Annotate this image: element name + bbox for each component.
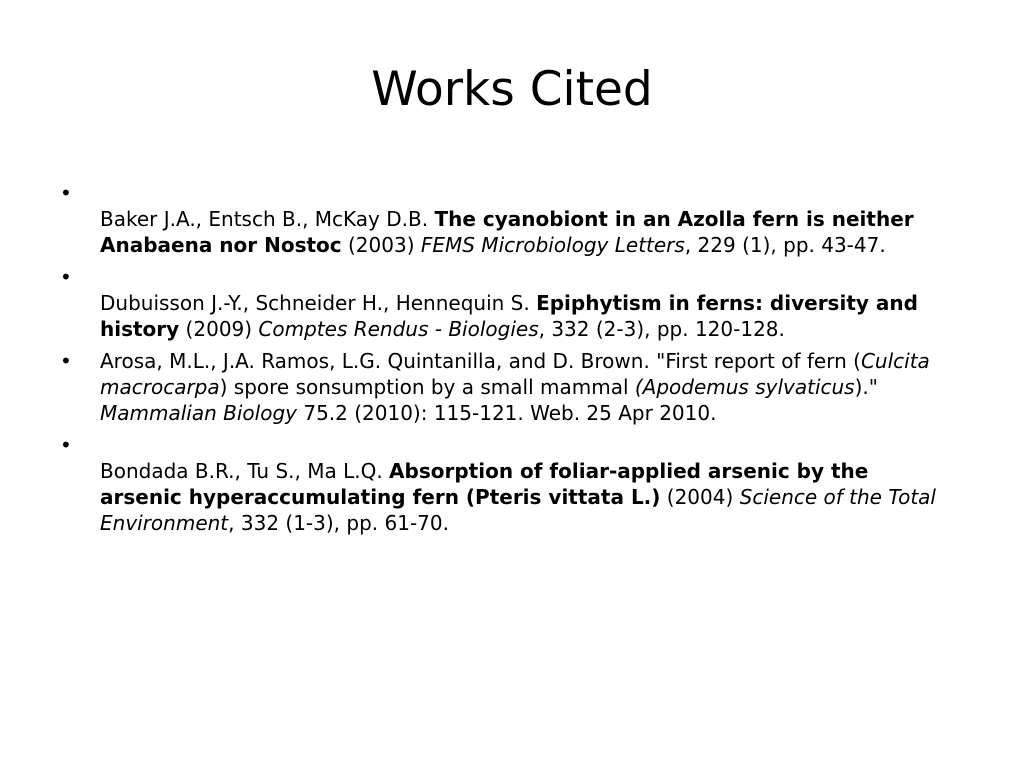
- reference-spacer: [100, 180, 953, 206]
- reference-details: , 332 (2-3), pp. 120-128.: [538, 317, 785, 341]
- reference-item: [58, 432, 953, 536]
- bullet-icon: •: [60, 349, 72, 373]
- reference-article-title: Epiphytism in ferns: diversity and history: [100, 291, 918, 341]
- reference-journal: Mammalian Biology: [100, 401, 297, 425]
- reference-spacer: [100, 264, 953, 290]
- reference-authors: Bondada B.R., Tu S., Ma L.Q.: [100, 459, 390, 483]
- reference-item: [58, 348, 953, 426]
- reference-journal: Science of the Total Environment: [100, 485, 936, 535]
- reference-text: ) spore sonsumption by a small mammal: [219, 375, 635, 399]
- reference-spacer: [100, 432, 953, 458]
- reference-details: , 229 (1), pp. 43-47.: [684, 233, 886, 257]
- reference-details: , 332 (1-3), pp. 61-70.: [228, 511, 449, 535]
- reference-details: 75.2 (2010): 115-121. Web. 25 Apr 2010.: [296, 401, 717, 425]
- reference-species: Culcita macrocarpa: [100, 349, 930, 399]
- reference-item: [58, 180, 953, 258]
- reference-journal: Comptes Rendus - Biologies: [258, 317, 539, 341]
- reference-journal: FEMS Microbiology Letters: [420, 233, 685, 257]
- works-cited-list: [58, 180, 953, 542]
- reference-article-title: The cyanobiont in an Azolla fern is neither Anabaena nor Nostoc: [100, 207, 914, 257]
- reference-article-title: Absorption of foliar-applied arsenic by the arsenic hyperaccumulating fern (Pteris vittata L.): [100, 459, 869, 509]
- reference-authors: Baker J.A., Entsch B., McKay D.B.: [100, 207, 435, 231]
- slide-title: Works Cited: [371, 62, 653, 117]
- reference-year: (2004): [660, 485, 740, 509]
- reference-item: [58, 264, 953, 342]
- bullet-icon: •: [60, 433, 72, 457]
- reference-year: (2009): [179, 317, 259, 341]
- reference-text: Arosa, M.L., J.A. Ramos, L.G. Quintanilla, and D. Brown. "First report of fern (: [100, 349, 861, 373]
- reference-species: (Apodemus sylvaticus: [634, 375, 855, 399]
- bullet-icon: •: [60, 181, 72, 205]
- reference-authors: Dubuisson J.-Y., Schneider H., Hennequin S.: [100, 291, 537, 315]
- reference-year: (2003): [341, 233, 421, 257]
- bullet-icon: •: [60, 265, 72, 289]
- reference-text: ).": [854, 375, 878, 399]
